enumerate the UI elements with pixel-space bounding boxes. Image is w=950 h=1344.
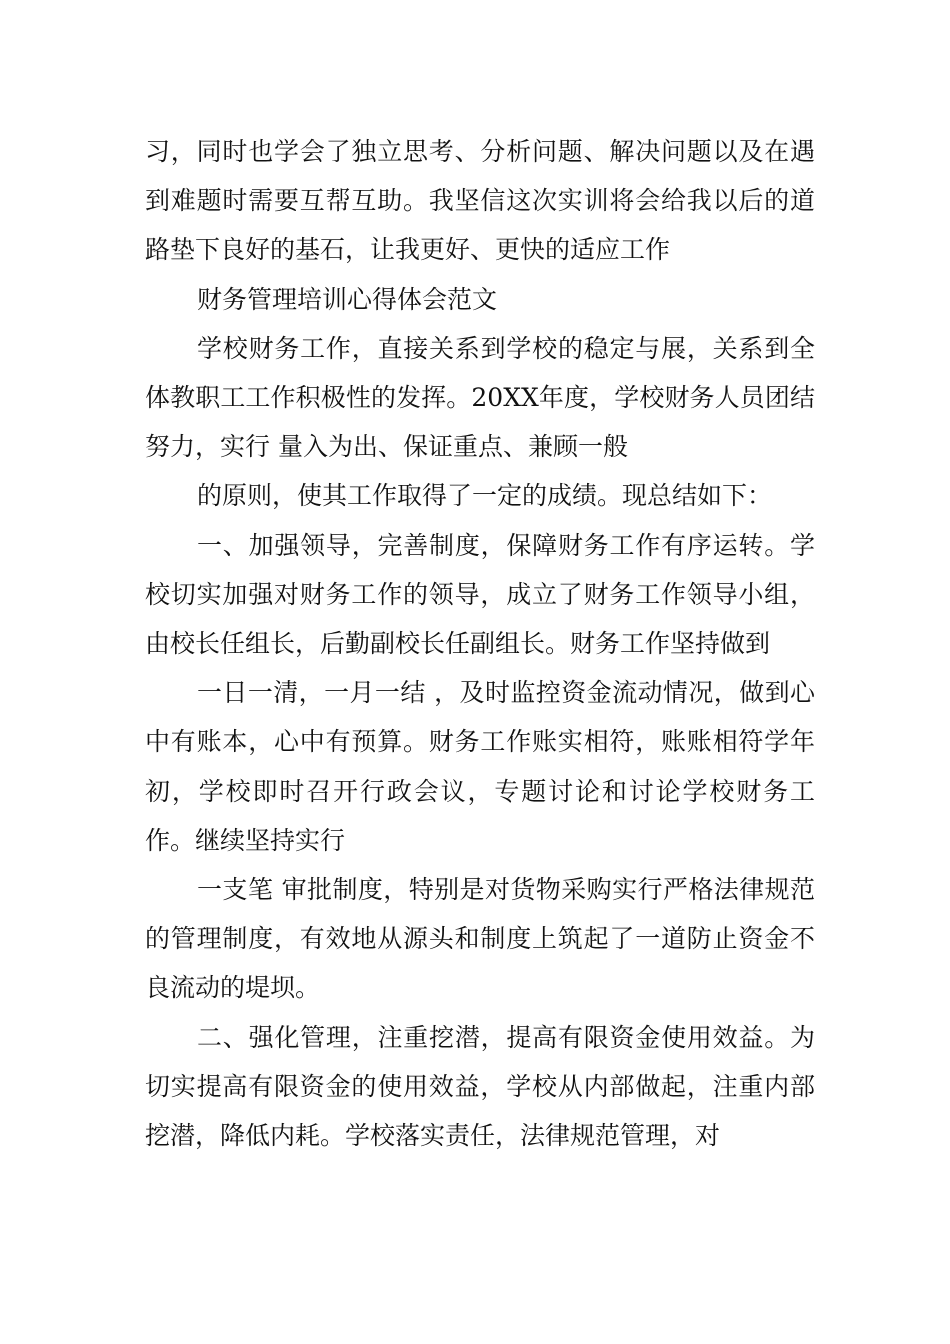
paragraph: 一、加强领导，完善制度，保障财务工作有序运转。学校切实加强对财务工作的领导，成立了财务工作领导小组，由校长任组长，后勤副校长任副组长。财务工作坚持做到 [145,530,815,659]
paragraph: 一支笔 审批制度，特别是对货物采购实行严格法律规范的管理制度，有效地从源头和制度上筑起了一道防止资金不良流动的堤坝。 [145,875,815,1003]
section-title: 财务管理培训心得体会范文 [197,284,498,314]
paragraph: 学校财务工作，直接关系到学校的稳定与展，关系到全体教职工工作积极性的发挥。20XX年度，学校财务人员团结努力，实行 量入为出、保证重点、兼顾一般 [145,333,815,462]
paragraph: 的原则，使其工作取得了一定的成绩。现总结如下： [197,481,773,511]
paragraph: 一日一清，一月一结 ，及时监控资金流动情况，做到心中有账本，心中有预算。财务工作账实相符，账账相符学年初，学校即时召开行政会议，专题讨论和讨论学校财务工作。继续坚持实行 [145,678,815,855]
paragraph-continuation: 习，同时也学会了独立思考、分析问题、解决问题以及在遇到难题时需要互帮互助。我坚信这次实训将会给我以后的道路垫下良好的基石，让我更好、更快的适应工作 [145,137,815,265]
document-body [145,127,815,1160]
paragraph: 二、强化管理，注重挖潜，提高有限资金使用效益。为切实提高有限资金的使用效益，学校从内部做起，注重内部挖潜，降低内耗。学校落实责任，法律规范管理，对 [145,1022,815,1151]
